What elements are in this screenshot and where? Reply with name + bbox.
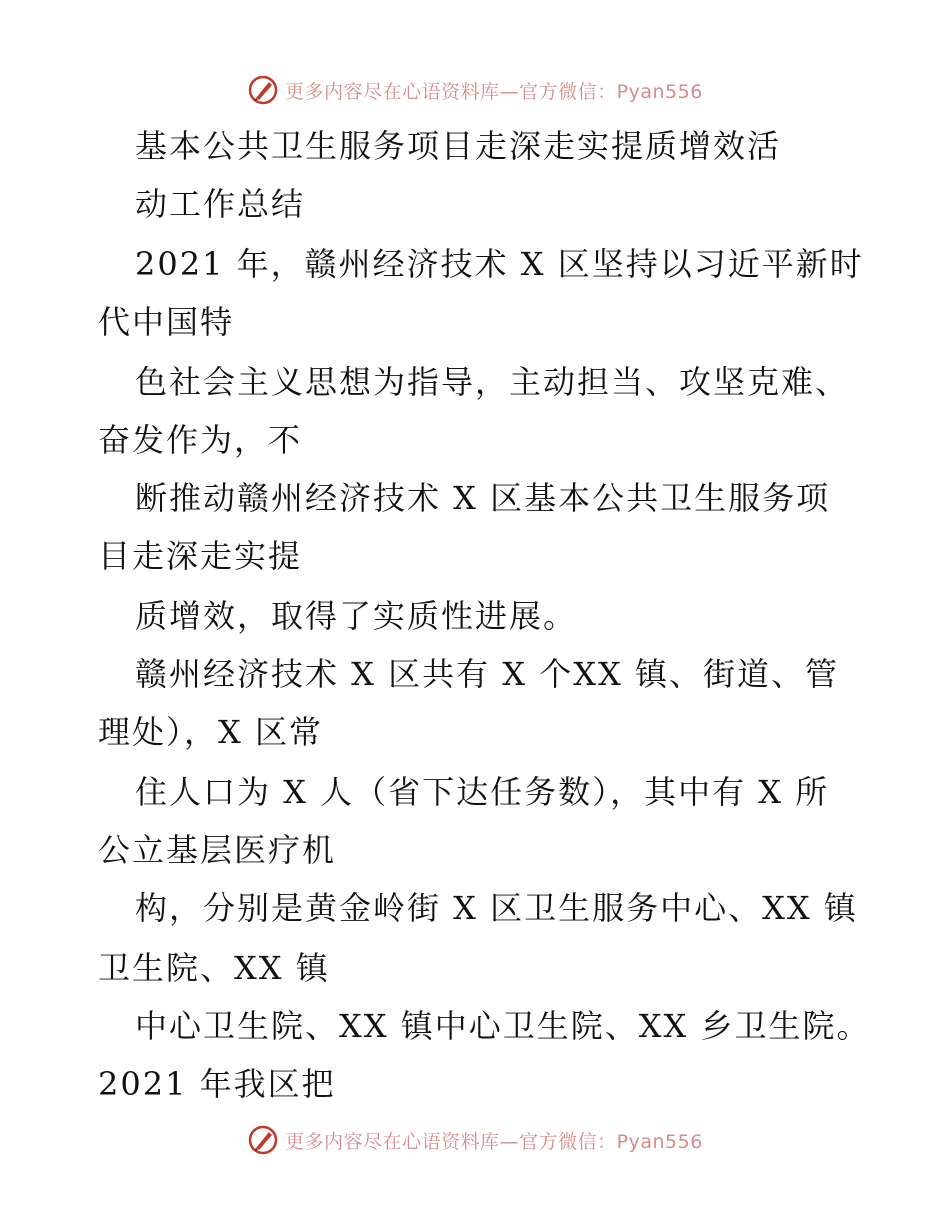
doc-text-line: 中心卫生院、XX 镇中心卫生院、XX 乡卫生院。: [135, 1007, 871, 1045]
doc-text-line: 卫生院、XX 镇: [98, 949, 330, 987]
watermark-text: 更多内容尽在心语资料库—官方微信：Pyan556: [285, 80, 703, 103]
watermark-text: 更多内容尽在心语资料库—官方微信：Pyan556: [285, 1130, 703, 1153]
footer-watermark: [0, 1124, 950, 1156]
doc-text-line: 目走深走实提: [98, 537, 303, 575]
doc-text-line: 奋发作为，不: [98, 421, 303, 459]
doc-text-line: 公立基层医疗机: [98, 831, 337, 869]
doc-text-line: 质增效，取得了实质性进展。: [135, 597, 578, 635]
doc-text-line: 2021 年我区把: [98, 1065, 336, 1103]
doc-text-line: 色社会主义思想为指导，主动担当、攻坚克难、: [135, 363, 850, 401]
doc-text-line: 代中国特: [98, 303, 235, 341]
doc-text-line: 2021 年，赣州经济技术 X 区坚持以习近平新时: [135, 245, 864, 283]
quill-pen-logo-icon: [247, 1124, 279, 1156]
doc-text-line: 断推动赣州经济技术 X 区基本公共卫生服务项: [135, 479, 831, 517]
doc-title-line-2: 动工作总结: [135, 185, 306, 223]
quill-pen-logo-icon: [247, 74, 279, 106]
doc-text-line: 住人口为 X 人（省下达任务数），其中有 X 所: [135, 773, 830, 811]
doc-title-line-1: 基本公共卫生服务项目走深走实提质增效活: [135, 127, 782, 165]
header-watermark: [0, 74, 950, 106]
doc-text-line: 赣州经济技术 X 区共有 X 个XX 镇、街道、管: [135, 655, 839, 693]
doc-text-line: 理处），X 区常: [98, 713, 323, 751]
doc-text-line: 构，分别是黄金岭街 X 区卫生服务中心、XX 镇: [135, 889, 858, 927]
